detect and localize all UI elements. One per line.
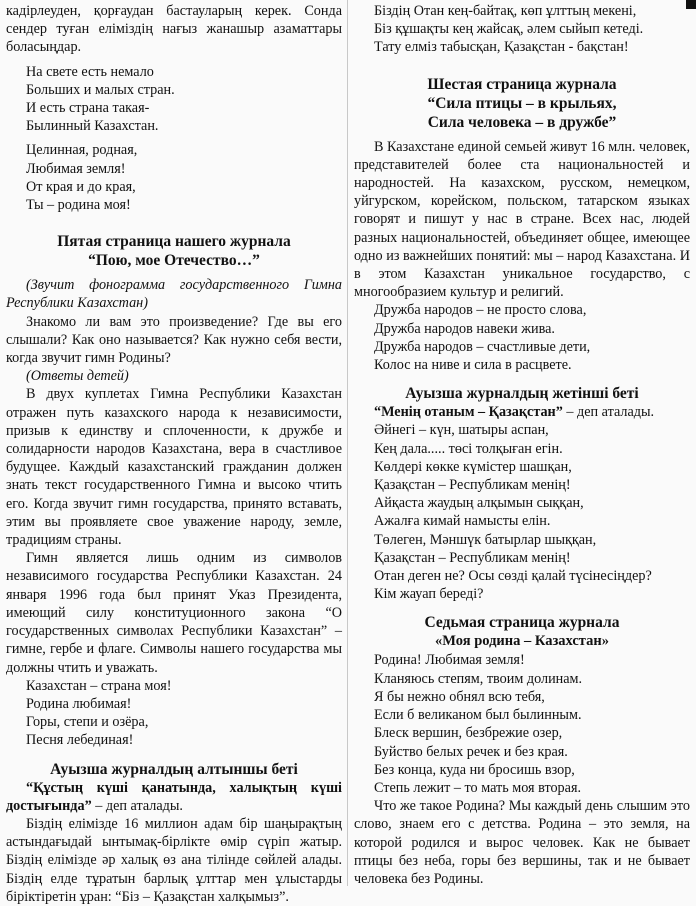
- section-6-kz-paragraph: Біздің елімізде 16 миллион адам бір шаңырақтың астындағыдай ынтымақ-бірлікте өмір сүріп жатыр. Біздің елімізде әр халық өз ана тілінде сөйлей алады. Біздің елде тұратын барлық ұлттар мен ұлыстарды біріктіретін ұран: “Біз – Қазақстан халқымыз”.: [6, 815, 342, 905]
- section-7-kz-title-line-2: [354, 403, 690, 421]
- section-6-title-line-1: Шестая страница журнала: [427, 75, 617, 93]
- poem-line: Дружба народов – счастливые дети,: [374, 338, 591, 355]
- poem-top: [354, 2, 690, 57]
- poem-line: Төлеген, Мәншүк батырлар шыққан,: [374, 531, 597, 548]
- section-6-title-line-2: “Сила птицы – в крыльях,: [427, 94, 617, 112]
- intro-paragraph: кадірлеуден, қорғаудан бастауларың керек. Сонда сендер туған еліміздің нағыз жанашыр азаматтары боласыңдар.: [6, 3, 342, 56]
- poem-line: Блеск вершин, безбрежие озер,: [374, 725, 563, 742]
- section-5-paragraph-2: Гимн является лишь одним из символов независимого государства Республики Казахстан. 24 января 1996 года был принят Указ Президента, имеющий силу конституционного закона “О государственных символах Республики Казахстан” – гимне, гербе и флаге. Символы нашего государства мы должны чтить и уважать.: [6, 550, 342, 676]
- section-5-question: Знакомо ли вам это произведение? Где вы его слышали? Как оно называется? Как нужно себя вести, когда звучит гимн Родины?: [6, 313, 342, 367]
- poem-stanza-2: [6, 141, 342, 214]
- section-5-paragraph-1: В двух куплетах Гимна Республики Казахстан отражен путь казахского народа к независимости, призыв к единству и сплоченности, к дружбе и солидарности народов Казахстана, вера в счастливое будущее. Каждый казахстанский гражданин должен знать текст государственного Гимна и высоко чтить его. Когда звучит гимн государства, принято вставать, этим вы проявляете свое уважение народу, земле, традициям страны.: [6, 386, 342, 549]
- poem-line: Колос на ниве и сила в расцвете.: [374, 357, 572, 374]
- left-column: [6, 2, 342, 906]
- poem-ru: [354, 651, 690, 797]
- poem-stanza-1: [6, 63, 342, 136]
- poem-line: Песня лебединая!: [26, 732, 134, 749]
- section-5-answers: (Ответы детей): [26, 368, 129, 385]
- poem-line: Әйнегі – күн, шатыры аспан,: [374, 422, 549, 439]
- poem-line: На свете есть немало: [26, 63, 154, 80]
- poem-kz: [354, 421, 690, 603]
- poem-line: Буйство белых речек и без края.: [374, 743, 568, 760]
- poem-stanza-3: [6, 677, 342, 750]
- poem-friendship: [354, 301, 690, 374]
- poem-line: Казахстан – страна моя!: [26, 677, 172, 694]
- poem-line: Ты – родина моя!: [26, 197, 131, 214]
- poem-line: Целинная, родная,: [26, 142, 138, 159]
- section-7-title-line-2: «Моя родина – Казахстан»: [435, 633, 609, 650]
- poem-line: Кланяюсь степям, твоим долинам.: [374, 670, 583, 687]
- poem-line: Дружба народов – не просто слова,: [374, 302, 587, 319]
- section-7-kz-title-tail: – деп аталады.: [562, 404, 655, 421]
- section-6-kz-title-line-2: [6, 779, 342, 815]
- section-7-kz-title-line-1: Ауызша журналдың жетінші беті: [405, 385, 639, 403]
- poem-line: Біз құшақты кең жайсақ, әлем сыйып кетеді.: [374, 21, 644, 38]
- poem-line: Біздің Отан кең-байтақ, көп ұлттың мекені,: [374, 3, 637, 19]
- poem-line: Ажалға кимай намысты елін.: [374, 513, 551, 530]
- poem-line: От края и до края,: [26, 178, 136, 195]
- column-divider: [347, 0, 348, 886]
- section-5-note: (Звучит фонограмма государственного Гимна Республики Казахстан): [6, 277, 342, 312]
- section-5-title-line-2: “Пою, мое Отечество…”: [88, 252, 260, 270]
- poem-line: Қазақстан – Республикам менің!: [374, 477, 571, 494]
- poem-line: Родина любимая!: [26, 695, 132, 712]
- poem-line: Родина! Любимая земля!: [374, 652, 525, 669]
- poem-line: Если б великаном был былинным.: [374, 707, 582, 724]
- poem-line: Больших и малых стран.: [26, 81, 175, 98]
- section-5-title-line-1: Пятая страница нашего журнала: [57, 233, 291, 251]
- poem-line: Тату елміз табысқан, Қазақстан - бақстан!: [374, 39, 629, 56]
- section-6-title-line-3: Сила человека – в дружбе”: [427, 113, 617, 131]
- poem-line: Отан деген не? Осы сөзді қалай түсінесіңдер?: [374, 568, 652, 585]
- poem-line: Горы, степи и озёра,: [26, 714, 149, 731]
- section-7-title-line-1: Седьмая страница журнала: [424, 614, 620, 632]
- poem-line: Любимая земля!: [26, 160, 126, 177]
- poem-line: Степь лежит – то мать моя вторая.: [374, 779, 582, 796]
- section-7-kz-title-quote: “Менің отаным – Қазақстан”: [374, 404, 563, 421]
- poem-line: Былинный Казахстан.: [26, 118, 159, 135]
- right-column: [354, 2, 690, 888]
- poem-line: Көлдері көкке күмістер шашқан,: [374, 458, 572, 475]
- poem-line: Без конца, куда ни бросишь взор,: [374, 761, 575, 778]
- poem-line: Кім жауап береді?: [374, 586, 484, 603]
- poem-line: Я бы нежно обнял всю тебя,: [374, 688, 545, 705]
- section-6-kz-title-tail: – деп аталады.: [91, 797, 183, 814]
- section-6-kz-title-quote: “Құстың күші қанатында, халықтың күші достығында”: [6, 779, 342, 814]
- poem-line: И есть страна такая-: [26, 100, 150, 117]
- section-6-paragraph: В Казахстане единой семьей живут 16 млн. человек, представителей более ста национальностей и народностей. На казахском, русском, немецком, уйгурском, корейском, польском, татарском языках говорят и пишут у нас в стране. Всех нас, людей разных национальностей, объединяет общее, имеющее одно из важнейших понятий: мы – народ Казахстана. И в этом Казахстан уникальное государство, с многообразием культур и религий.: [354, 138, 690, 301]
- poem-line: Дружба народов навеки жива.: [374, 320, 555, 337]
- poem-line: Кең дала..... төсі толқыған егін.: [374, 440, 563, 457]
- section-7-paragraph: Что же такое Родина? Мы каждый день слышим это слово, знаем его с детства. Родина – это земля, на которой родился и вырос человек. Как не бывает птицы без неба, горы без вершины, так и не бывает человека без Родины.: [354, 798, 690, 887]
- section-6-kz-title-line-1: Ауызша журналдың алтыншы беті: [50, 760, 298, 778]
- poem-line: Айқаста жаудың алқымын сыққан,: [374, 495, 584, 512]
- poem-line: Қазақстан – Республикам менің!: [374, 549, 571, 566]
